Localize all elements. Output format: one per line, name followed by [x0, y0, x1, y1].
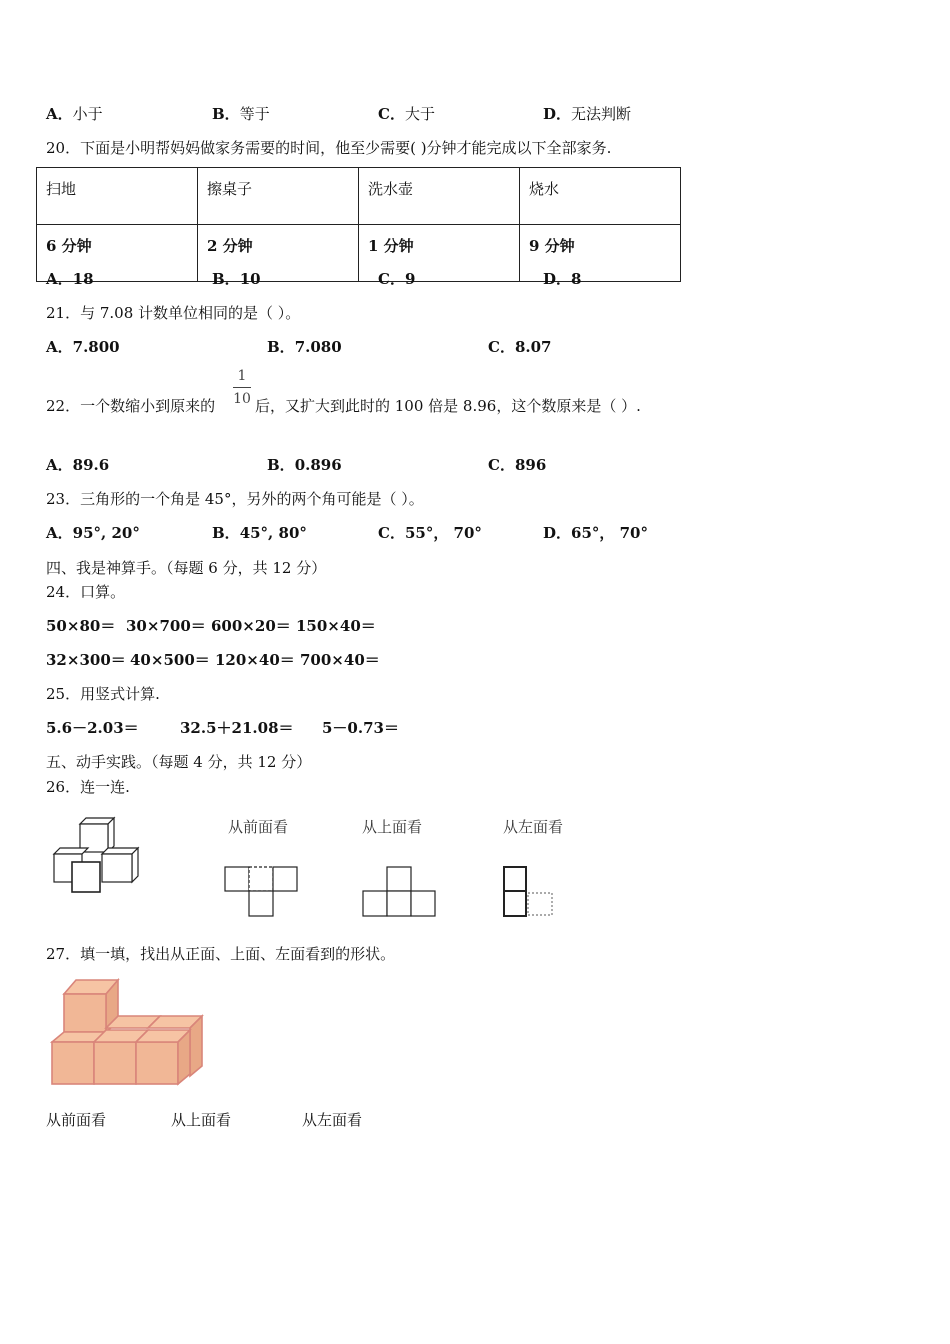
view-label-top: 从上面看	[362, 818, 423, 836]
section-5-title: 五、动手实践。（每题 4 分，共 12 分）	[46, 753, 312, 771]
option-c: C．9	[378, 270, 416, 288]
table-cell: 扫地	[37, 168, 198, 225]
calc-item: 30×700＝	[126, 617, 206, 635]
table-cell: 洗水壶	[359, 168, 520, 225]
calc-item: 5.6－2.03＝	[46, 719, 139, 737]
section-4-title: 四、我是神算手。（每题 6 分，共 12 分）	[46, 559, 327, 577]
option-a: A．7.800	[46, 338, 120, 356]
option-a: A．89.6	[46, 456, 110, 474]
calc-item: 150×40＝	[296, 617, 376, 635]
q21-stem: 21．与 7.08 计数单位相同的是（ ）。	[46, 304, 301, 322]
option-c: C．55°， 70°	[378, 524, 482, 542]
option-a: A．小于	[46, 105, 103, 123]
view-shape-t	[224, 866, 300, 918]
option-b: B．10	[212, 270, 261, 288]
fraction-denominator: 10	[233, 391, 251, 407]
option-d: D．8	[543, 270, 582, 288]
option-c: C．896	[488, 456, 547, 474]
view-shape-l	[502, 866, 554, 918]
view-label-front: 从前面看	[46, 1111, 107, 1129]
table-cell: 烧水	[520, 168, 681, 225]
calc-item: 700×40＝	[300, 651, 380, 669]
chores-table	[36, 167, 681, 282]
fraction-bar	[233, 387, 251, 388]
cube-stack-figure	[52, 814, 148, 894]
calc-item: 600×20＝	[211, 617, 291, 635]
view-shape-inverted-t	[362, 866, 438, 918]
q22-stem-before: 22．一个数缩小到原来的	[46, 397, 216, 415]
q24-stem: 24．口算。	[46, 583, 126, 601]
option-d: D．65°， 70°	[543, 524, 648, 542]
q23-stem: 23．三角形的一个角是 45°，另外的两个角可能是（ ）。	[46, 490, 424, 508]
option-b: B．7.080	[267, 338, 342, 356]
q26-stem: 26．连一连.	[46, 778, 130, 796]
fraction-numerator: 1	[237, 368, 247, 384]
table-row	[37, 225, 681, 282]
option-b: B．0.896	[267, 456, 342, 474]
option-b: B．45°, 80°	[212, 524, 307, 542]
option-a: A．95°, 20°	[46, 524, 140, 542]
q25-stem: 25．用竖式计算.	[46, 685, 160, 703]
table-cell: 1 分钟	[359, 225, 520, 282]
calc-item: 40×500＝	[130, 651, 210, 669]
view-label-top: 从上面看	[171, 1111, 232, 1129]
calc-item: 32×300＝	[46, 651, 126, 669]
calc-item: 120×40＝	[215, 651, 295, 669]
fraction-one-tenth	[233, 368, 251, 407]
view-label-left: 从左面看	[503, 818, 564, 836]
view-label-front: 从前面看	[228, 818, 289, 836]
q20-stem: 20．下面是小明帮妈妈做家务需要的时间，他至少需要( )分钟才能完成以下全部家务.	[46, 139, 612, 157]
q22-stem-after: 后，又扩大到此时的 100 倍是 8.96，这个数原来是（ ）.	[255, 397, 641, 415]
table-cell: 6 分钟	[37, 225, 198, 282]
table-row	[37, 168, 681, 225]
option-c: C．大于	[378, 105, 435, 123]
table-cell: 9 分钟	[520, 225, 681, 282]
orange-cubes-figure	[50, 976, 206, 1086]
calc-item: 32.5＋21.08＝	[180, 719, 294, 737]
table-cell: 2 分钟	[198, 225, 359, 282]
q27-stem: 27．填一填，找出从正面、上面、左面看到的形状。	[46, 945, 396, 963]
option-a: A．18	[46, 270, 94, 288]
calc-item: 50×80＝	[46, 617, 116, 635]
table-cell: 擦桌子	[198, 168, 359, 225]
option-c: C．8.07	[488, 338, 552, 356]
option-d: D．无法判断	[543, 105, 632, 123]
option-b: B．等于	[212, 105, 270, 123]
view-label-left: 从左面看	[302, 1111, 363, 1129]
calc-item: 5－0.73＝	[322, 719, 399, 737]
